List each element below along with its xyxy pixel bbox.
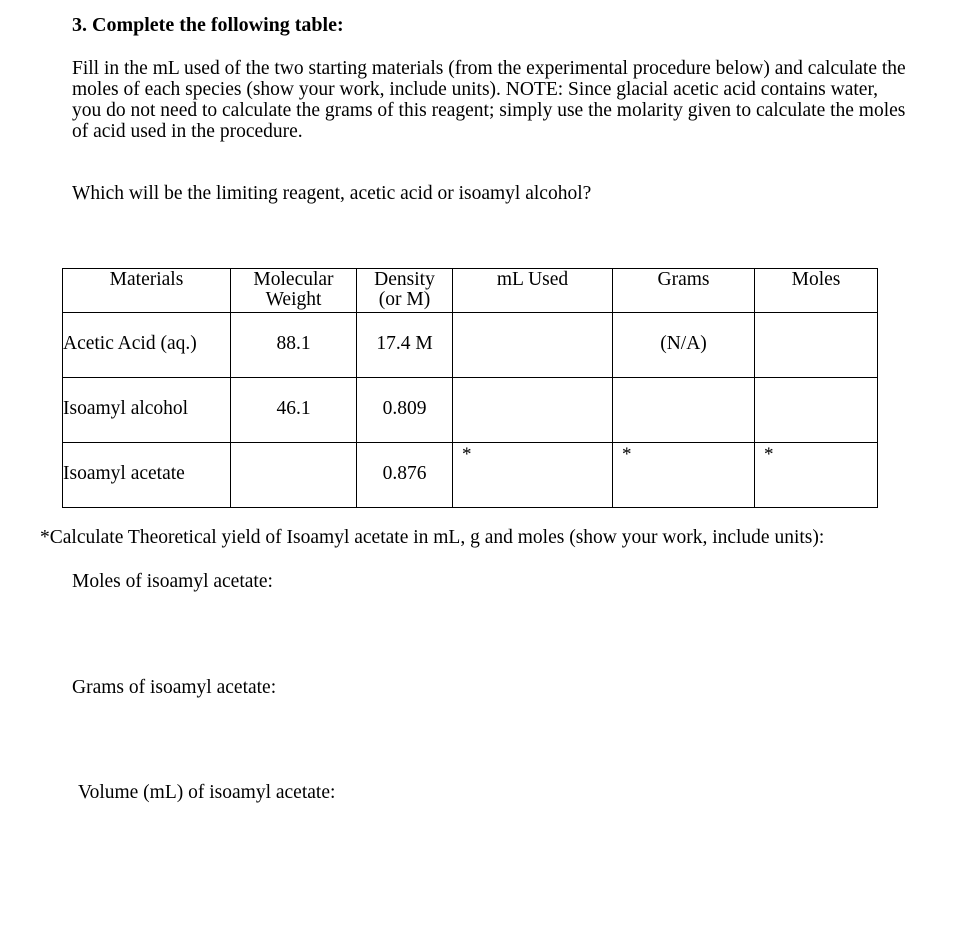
- header-density: Density (or M): [357, 269, 453, 313]
- header-grams: Grams: [613, 269, 755, 313]
- cell-density: 17.4 M: [357, 313, 453, 378]
- cell-ml-used[interactable]: [453, 378, 613, 443]
- asterisk-mark: *: [622, 444, 632, 465]
- materials-table: [62, 268, 878, 508]
- header-molecular-weight: Molecular Weight: [231, 269, 357, 313]
- cell-molecular-weight: 88.1: [231, 313, 357, 378]
- cell-molecular-weight[interactable]: [231, 443, 357, 508]
- asterisk-mark: *: [764, 444, 774, 465]
- cell-material: Isoamyl acetate: [63, 443, 231, 508]
- cell-grams[interactable]: [613, 443, 755, 508]
- cell-material: Acetic Acid (aq.): [63, 313, 231, 378]
- cell-moles[interactable]: [755, 313, 878, 378]
- cell-ml-used[interactable]: [453, 443, 613, 508]
- cell-material: Isoamyl alcohol: [63, 378, 231, 443]
- cell-ml-used[interactable]: [453, 313, 613, 378]
- header-ml-used: mL Used: [453, 269, 613, 313]
- cell-moles[interactable]: [755, 378, 878, 443]
- cell-molecular-weight: 46.1: [231, 378, 357, 443]
- question-heading: 3. Complete the following table:: [72, 14, 344, 36]
- table-row: [63, 313, 878, 378]
- table-row: [63, 443, 878, 508]
- table-header-row: [63, 269, 878, 313]
- header-moles: Moles: [755, 269, 878, 313]
- cell-density: 0.809: [357, 378, 453, 443]
- moles-answer-label: Moles of isoamyl acetate:: [72, 571, 273, 592]
- limiting-reagent-question: Which will be the limiting reagent, acetic acid or isoamyl alcohol?: [72, 183, 592, 204]
- instructions-paragraph: Fill in the mL used of the two starting materials (from the experimental procedure below) and calculate the moles of each species (show your work, include units). NOTE: Since glacial acetic acid contains water, you do not need to calculate the grams of this reagent; simply use the molarity given to calculate the moles of acid used in the procedure.: [72, 58, 906, 142]
- cell-density: 0.876: [357, 443, 453, 508]
- table-row: [63, 378, 878, 443]
- header-materials: Materials: [63, 269, 231, 313]
- cell-grams[interactable]: [613, 378, 755, 443]
- theoretical-yield-instructions: *Calculate Theoretical yield of Isoamyl acetate in mL, g and moles (show your work, include units):: [40, 527, 825, 548]
- grams-answer-label: Grams of isoamyl acetate:: [72, 677, 277, 698]
- volume-answer-label: Volume (mL) of isoamyl acetate:: [78, 782, 336, 803]
- asterisk-mark: *: [462, 444, 472, 465]
- cell-moles[interactable]: [755, 443, 878, 508]
- cell-grams: (N/A): [613, 313, 755, 378]
